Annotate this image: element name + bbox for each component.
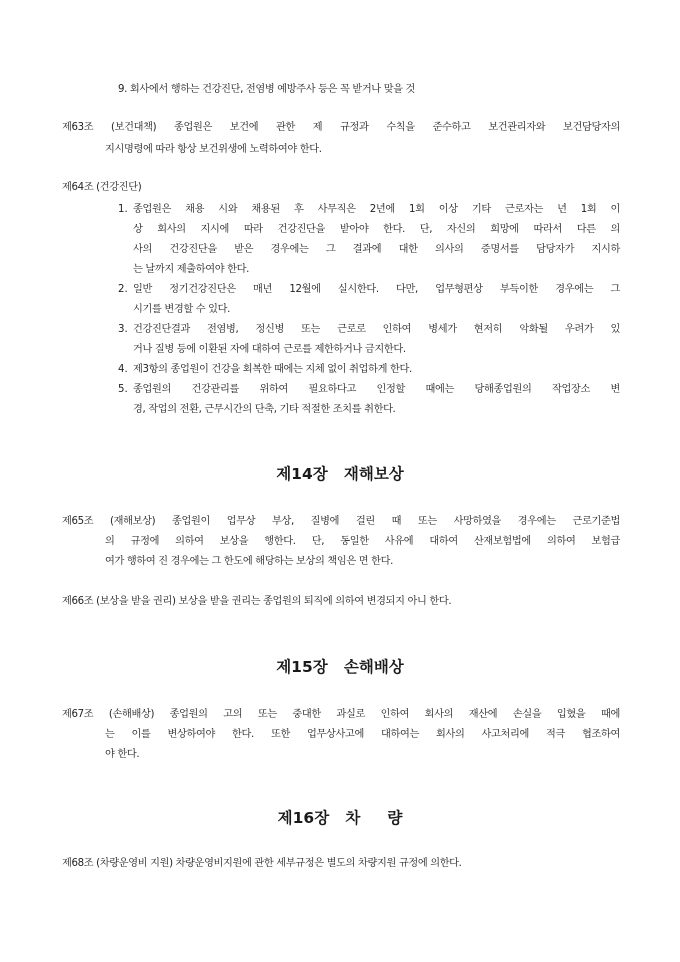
article-68-line-1: 제68조 (차량운영비 지원) 차량운영비지원에 관한 세부규정은 별도의 차량지원 규정에 의한다.	[62, 858, 462, 869]
chapter-14-heading: 제14장 재해보상	[276, 465, 404, 483]
article-65-line-1: 제65조 (재해보상) 종업원이 업무상 부상, 질병에 걸린 때 또는 사망하였을 경우에는 근로기준법	[62, 516, 620, 527]
item-3-line-2: 거나 질병 등에 이환된 자에 대하여 근로를 제한하거나 금지한다.	[133, 344, 406, 355]
item-3-number: 3.	[118, 324, 128, 335]
article-67-line-2: 는 이를 변상하여야 한다. 또한 업무상사고에 대하여는 회사의 사고처리에 적극 협조하여	[105, 729, 620, 740]
item-5-line-2: 경, 작업의 전환, 근무시간의 단축, 기타 적절한 조치를 취한다.	[133, 404, 396, 415]
item-1-line-4: 는 날까지 제출하여야 한다.	[133, 264, 249, 275]
article-63-line-1: 제63조 (보건대책) 종업원은 보건에 관한 제 규정과 수칙을 준수하고 보건관리자와 보건담당자의	[62, 122, 620, 133]
item-4-number: 4.	[118, 364, 128, 375]
article-67-line-3: 야 한다.	[105, 749, 140, 760]
article-64-title: 제64조 (건강진단)	[62, 182, 142, 193]
item-3-line-1: 건강진단결과 전염병, 정신병 또는 근로로 인하여 병세가 현저히 악화될 우려가 있	[133, 324, 620, 335]
list-item-9: 9. 회사에서 행하는 건강진단, 전염병 예방주사 등은 꼭 받거나 맞을 것	[118, 84, 416, 95]
item-5-number: 5.	[118, 384, 128, 395]
item-4-line-1: 제3항의 종업원이 건강을 회복한 때에는 지체 없이 취업하게 한다.	[133, 364, 412, 375]
chapter-15-heading: 제15장 손해배상	[276, 658, 404, 676]
article-66-line-1: 제66조 (보상을 받을 권리) 보상을 받을 권리는 종업원의 퇴직에 의하여 변경되지 아니 한다.	[62, 596, 452, 607]
item-2-line-1: 일반 정기건강진단은 매년 12월에 실시한다. 다만, 업무형편상 부득이한 경우에는 그	[133, 284, 620, 295]
article-67-line-1: 제67조 (손해배상) 종업원의 고의 또는 중대한 과실로 인하여 회사의 재산에 손실을 입혔을 때에	[62, 709, 620, 720]
article-65-line-3: 여가 행하여 진 경우에는 그 한도에 해당하는 보상의 책임은 면 한다.	[105, 556, 394, 567]
article-65-line-2: 의 규정에 의하여 보상을 행한다. 단, 동일한 사유에 대하여 산재보험법에 의하여 보험급	[105, 536, 620, 547]
item-2-line-2: 시기를 변경할 수 있다.	[133, 304, 230, 315]
item-1-line-2: 상 회사의 지시에 따라 건강진단을 받아야 한다. 단, 자신의 희망에 따라서 다른 의	[133, 224, 620, 235]
item-1-line-3: 사의 건강진단을 받은 경우에는 그 결과에 대한 의사의 증명서를 담당자가 지시하	[133, 244, 620, 255]
article-63-line-2: 지시명령에 따라 항상 보건위생에 노력하여야 한다.	[105, 144, 322, 155]
item-5-line-1: 종업원의 건강관리를 위하여 필요하다고 인정할 때에는 당해종업원의 작업장소 변	[133, 384, 620, 395]
item-1-line-1: 종업원은 채용 시와 채용된 후 사무직은 2년에 1회 이상 기타 근로자는 년 1회 이	[133, 204, 620, 215]
item-1-number: 1.	[118, 204, 128, 215]
item-2-number: 2.	[118, 284, 128, 295]
chapter-16-heading: 제16장 차 량	[277, 809, 403, 827]
